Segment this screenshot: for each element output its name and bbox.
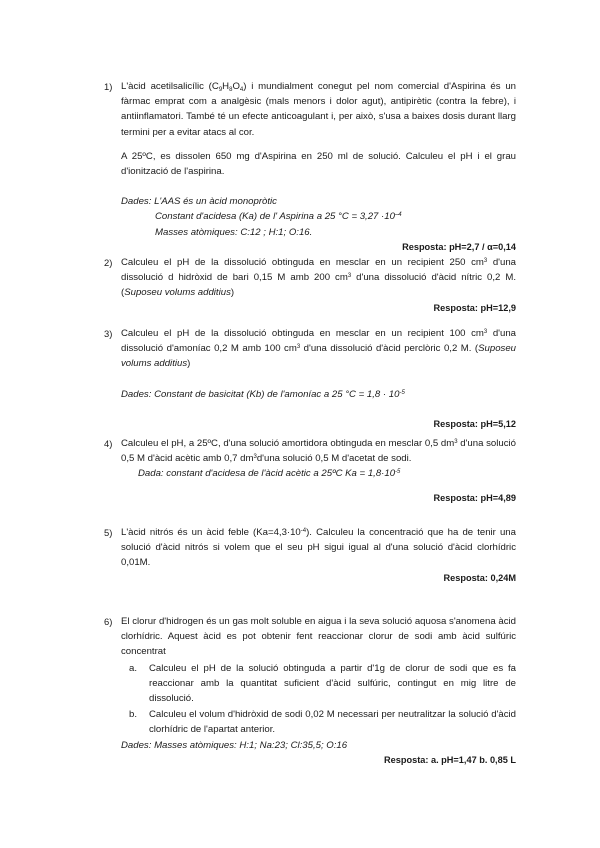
problem-number: 2) xyxy=(104,257,113,268)
problem-4 xyxy=(104,436,516,506)
list-item-text: Calculeu el volum d'hidròxid de sodi 0,02 M necessari per neutralitzar la solució d'àcid clorhídric de l'apartat anterior. xyxy=(149,709,516,736)
problem-question: A 25ºC, es dissolen 650 mg d'Aspirina en 250 ml de solució. Calculeu el pH i el grau d'ionització de l'aspirina. xyxy=(121,150,516,178)
list-item xyxy=(121,661,516,707)
problem-number: 1) xyxy=(104,81,113,92)
answer: Resposta: pH=2,7 / α=0,14 xyxy=(402,241,516,252)
answer: Resposta: 0,24M xyxy=(443,572,516,583)
problem-text: Calculeu el pH de la dissolució obtinguda en mesclar en un recipient 100 $cm^3$ d'una dissolució d'amoníac 0,2 M amb 100 $cm^3$ d'una dissolució d'àcid perclòric 0,2 M. (Suposeu volums additius) xyxy=(121,328,517,370)
data-line: Dada: constant d'acidesa de l'àcid acètic a 25ºC $Ka = 1,8\cdot 10^{-5}$ xyxy=(138,468,401,480)
list-item-label: b. xyxy=(129,709,138,721)
problem-number: 6) xyxy=(104,616,113,627)
problem-number: 5) xyxy=(104,527,113,538)
answer: Resposta: a. pH=1,47 b. 0,85 L xyxy=(384,754,516,765)
list-item-label: a. xyxy=(129,662,138,674)
problem-number: 3) xyxy=(104,328,113,339)
data-line: Constant d'acidesa (Ka) de l' Aspirina a 25 $^\circ C = 3,27 \cdot 10^{-4}$ xyxy=(155,211,402,223)
problem-1 xyxy=(104,79,516,255)
answer: Resposta: pH=12,9 xyxy=(433,302,516,313)
problem-number: 4) xyxy=(104,438,113,449)
problem-text: L'àcid acetilsalicílic $(C_9H_8O_4)$ i mundialment conegut pel nom comercial d'Aspirina és un fàrmac emprat com a analgèsic (mals menors i dolor agut), antipirètic (contra la febre), i antiinflamatori. També té un efecte anticoagulant i, per això, s'usa a baixes dosis durant llarg termini per a evitar atacs al cor. xyxy=(121,81,516,138)
problem-text: Calculeu el pH de la dissolució obtinguda en mesclar en un recipient 250 $cm^3$ d'una dissolució d hidròxid de bari 0,15 M amb 200 $cm^3$ d'una dissolució d'àcid nítric 0,2 M. (Suposeu volums additius) xyxy=(121,257,517,299)
answer: Resposta: pH=5,12 xyxy=(433,418,516,429)
problem-6 xyxy=(104,614,516,768)
problem-2 xyxy=(104,255,516,316)
data-line: Masses atòmiques: C:12 ; H:1; O:16. xyxy=(155,226,313,238)
data-heading: Dades: L'AAS és un àcid monopròtic xyxy=(121,196,277,208)
problem-3 xyxy=(104,326,516,432)
data-line: Dades: Masses atòmiques: H:1; Na:23; Cl:35,5; O:16 xyxy=(121,739,348,751)
list-item-text: Calculeu el pH de la solució obtinguda a partir d'1g de clorur de sodi que es fa reaccionar amb la quantitat suficient d'àcid sulfúric, contingut en mig litre de dissolució. xyxy=(149,662,516,705)
problem-text: El clorur d'hidrogen és un gas molt soluble en aigua i la seva solució aquosa s'anomena àcid clorhídric. Aquest àcid es pot obtenir fent reaccionar clorur de sodi amb àcid sulfúric concentrat xyxy=(121,616,516,658)
answer: Resposta: pH=4,89 xyxy=(433,492,516,503)
problem-text: Calculeu el pH, a 25ºC, d'una solució amortidora obtinguda en mesclar 0,5 $dm^3$ d'una solució 0,5 M d'àcid acètic amb 0,7 $dm^3d'una$ solució 0,5 M d'acetat de sodi. xyxy=(121,438,516,465)
list-item xyxy=(121,707,516,737)
problem-text: L'àcid nitrós és un àcid feble $(Ka=4,3\cdot 10^{-4})$. Calculeu la concentració que ha de tenir una solució d'àcid nitrós si volem que el seu pH sigui igual al d'una solució d'àcid clorhídric 0,01M. xyxy=(121,527,516,569)
data-line: Dades: Constant de basicitat (Kb) de l'amoníac a 25 $^\circ C = 1,8 \cdot 10^{-5}$ xyxy=(121,388,405,400)
problem-5 xyxy=(104,525,516,586)
